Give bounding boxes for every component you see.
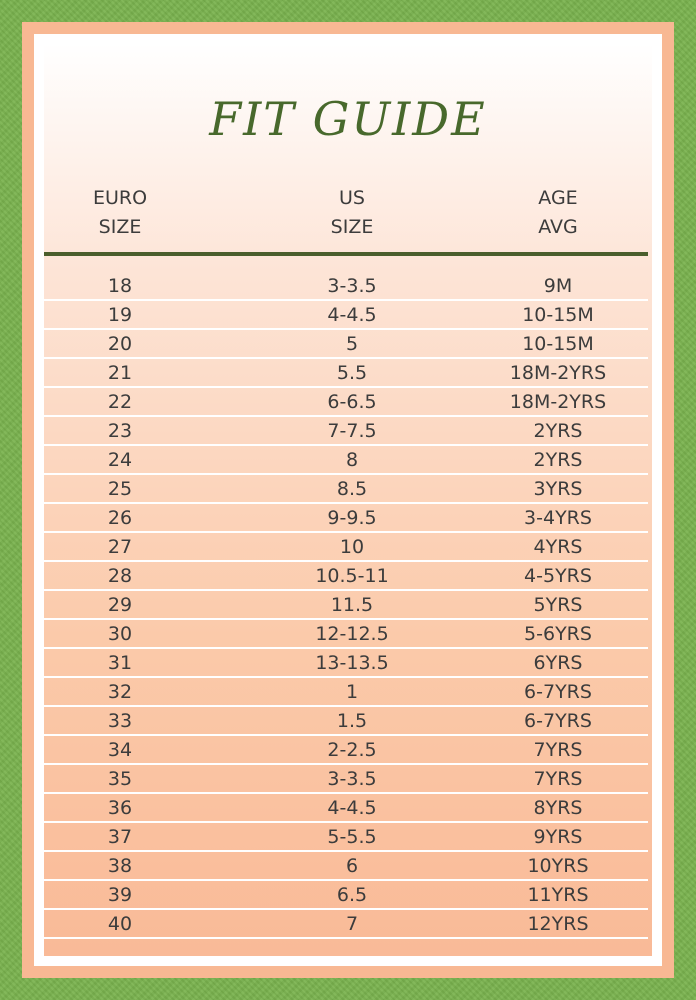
table-row — [44, 910, 648, 939]
age-avg-cell: 9M — [543, 275, 573, 297]
age-avg-cell: 3YRS — [533, 478, 583, 500]
euro-size-cell: 32 — [107, 681, 133, 703]
table-row — [44, 707, 648, 736]
us-size-cell: 7 — [345, 913, 359, 935]
age-avg-cell: 6YRS — [533, 652, 583, 674]
table-row — [44, 446, 648, 475]
age-avg-cell: 6-7YRS — [524, 681, 592, 703]
us-size-cell: 10 — [339, 536, 365, 558]
age-avg-cell: 7YRS — [533, 768, 583, 790]
table-row — [44, 504, 648, 533]
table-row — [44, 301, 648, 330]
header-age-avg: AGE AVG — [538, 187, 578, 238]
euro-size-cell: 24 — [107, 449, 133, 471]
age-avg-cell: 4YRS — [533, 536, 583, 558]
age-avg-cell: 10YRS — [527, 855, 589, 877]
age-avg-cell: 18M-2YRS — [509, 362, 607, 384]
euro-size-cell: 23 — [107, 420, 133, 442]
euro-size-cell: 38 — [107, 855, 133, 877]
table-row — [44, 533, 648, 562]
euro-size-cell: 30 — [107, 623, 133, 645]
table-row — [44, 881, 648, 910]
euro-size-cell: 39 — [107, 884, 133, 906]
table-row — [44, 678, 648, 707]
table-row — [44, 620, 648, 649]
table-row — [44, 475, 648, 504]
euro-size-cell: 20 — [107, 333, 133, 355]
us-size-cell: 8.5 — [336, 478, 368, 500]
euro-size-cell: 37 — [107, 826, 133, 848]
age-avg-cell: 2YRS — [533, 420, 583, 442]
us-size-cell: 9-9.5 — [327, 507, 377, 529]
table-row — [44, 359, 648, 388]
us-size-cell: 5.5 — [336, 362, 368, 384]
outer-mat — [22, 22, 674, 978]
euro-size-cell: 34 — [107, 739, 133, 761]
euro-size-cell: 40 — [107, 913, 133, 935]
table-row — [44, 794, 648, 823]
age-avg-cell: 12YRS — [527, 913, 589, 935]
white-frame — [34, 34, 662, 966]
euro-size-cell: 18 — [107, 275, 133, 297]
table-row — [44, 330, 648, 359]
age-avg-cell: 5-6YRS — [524, 623, 592, 645]
euro-size-cell: 33 — [107, 710, 133, 732]
size-table-body — [44, 272, 648, 939]
table-header — [44, 184, 652, 244]
age-avg-cell: 18M-2YRS — [509, 391, 607, 413]
table-row — [44, 562, 648, 591]
us-size-cell: 7-7.5 — [327, 420, 377, 442]
table-row — [44, 736, 648, 765]
euro-size-cell: 21 — [107, 362, 133, 384]
us-size-cell: 4-4.5 — [327, 797, 377, 819]
table-row — [44, 649, 648, 678]
age-avg-cell: 4-5YRS — [524, 565, 592, 587]
us-size-cell: 5-5.5 — [327, 826, 377, 848]
header-us-size: US SIZE — [330, 187, 374, 238]
age-avg-cell: 10-15M — [522, 333, 594, 355]
age-avg-cell: 11YRS — [527, 884, 589, 906]
age-avg-cell: 6-7YRS — [524, 710, 592, 732]
age-avg-cell: 8YRS — [533, 797, 583, 819]
us-size-cell: 1.5 — [336, 710, 368, 732]
table-row — [44, 417, 648, 446]
us-size-cell: 2-2.5 — [327, 739, 377, 761]
us-size-cell: 12-12.5 — [315, 623, 389, 645]
us-size-cell: 6-6.5 — [327, 391, 377, 413]
euro-size-cell: 35 — [107, 768, 133, 790]
euro-size-cell: 26 — [107, 507, 133, 529]
table-row — [44, 388, 648, 417]
us-size-cell: 11.5 — [330, 594, 374, 616]
us-size-cell: 8 — [345, 449, 359, 471]
age-avg-cell: 9YRS — [533, 826, 583, 848]
us-size-cell: 4-4.5 — [327, 304, 377, 326]
age-avg-cell: 10-15M — [522, 304, 594, 326]
fit-guide-card — [44, 44, 652, 956]
age-avg-cell: 2YRS — [533, 449, 583, 471]
age-avg-cell: 5YRS — [533, 594, 583, 616]
table-row — [44, 272, 648, 301]
euro-size-cell: 29 — [107, 594, 133, 616]
euro-size-cell: 19 — [107, 304, 133, 326]
us-size-cell: 5 — [345, 333, 359, 355]
us-size-cell: 13-13.5 — [315, 652, 389, 674]
euro-size-cell: 27 — [107, 536, 133, 558]
age-avg-cell: 3-4YRS — [524, 507, 592, 529]
us-size-cell: 3-3.5 — [327, 275, 377, 297]
us-size-cell: 6 — [345, 855, 359, 877]
header-euro-size: EURO SIZE — [92, 187, 148, 238]
euro-size-cell: 36 — [107, 797, 133, 819]
table-row — [44, 823, 648, 852]
us-size-cell: 1 — [345, 681, 359, 703]
euro-size-cell: 22 — [107, 391, 133, 413]
euro-size-cell: 28 — [107, 565, 133, 587]
table-row — [44, 765, 648, 794]
euro-size-cell: 31 — [107, 652, 133, 674]
us-size-cell: 10.5-11 — [315, 565, 389, 587]
page-title: FIT GUIDE — [209, 92, 487, 146]
euro-size-cell: 25 — [107, 478, 133, 500]
table-row — [44, 852, 648, 881]
table-row — [44, 591, 648, 620]
us-size-cell: 3-3.5 — [327, 768, 377, 790]
age-avg-cell: 7YRS — [533, 739, 583, 761]
header-divider — [44, 252, 648, 256]
us-size-cell: 6.5 — [336, 884, 368, 906]
